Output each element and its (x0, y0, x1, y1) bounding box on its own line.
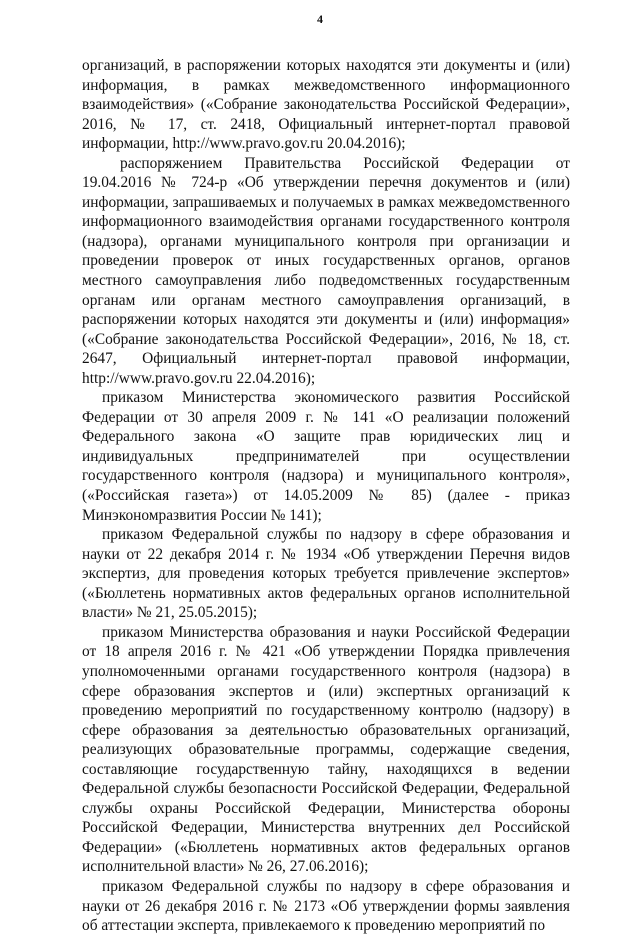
document-body (82, 56, 570, 936)
page-number: 4 (317, 12, 323, 26)
paragraph-order-rosobrnadzor-1934: приказом Федеральной службы по надзору в сфере образования и науки от 22 декабря 2014 г. № 1934 «Об утверждении Перечня видов экспертиз, для проведения которых требуется привлечение экспертов» («Бюллетень нормативных актов федеральных органов исполнительной власти» № 21, 25.05.2015); (82, 526, 570, 622)
paragraph-order-rosobrnadzor-2173: приказом Федеральной службы по надзору в сфере образования и науки от 26 декабря 2016 г. № 2173 «Об утверждении формы заявления об аттестации эксперта, привлекаемого к проведению мероприятий по (82, 877, 570, 935)
paragraph-continuation: организаций, в распоряжении которых находятся эти документы и (или) информация, в рамках межведомственного информационного взаимодействия» («Собрание законодательства Российской Федерации», 2016, № 17, ст. 2418, Официальный интернет-портал правовой информации, http://www.pravo.gov.ru 20.04.2016); (82, 57, 570, 153)
paragraph-order-minobrnauki-421: приказом Министерства образования и науки Российской Федерации от 18 апреля 2016 г. № 421 «Об утверждении Порядка привлечения уполномоченными органами государственного контроля (надзора) в сфере образования экспертов и (или) экспертных организаций к проведению мероприятий по государственному контролю (надзору) в сфере образования за деятельностью образовательных организаций, реализующих образовательные программы, содержащие сведения, составляющие государственную тайну, находящихся в ведении Федеральной службы безопасности Российской Федерации, Федеральной службы охраны Российской Федерации, Министерства обороны Российской Федерации, Министерства внутренних дел Российской Федерации» («Бюллетень нормативных актов федеральных органов исполнительной власти» № 26, 27.06.2016); (82, 623, 570, 876)
paragraph-order-mineconomdev-141: приказом Министерства экономического развития Российской Федерации от 30 апреля 2009 г. № 141 «О реализации положений Федерального закона «О защите прав юридических лиц и индивидуальных предпринимателей при осуществлении государственного контроля (надзора) и муниципального контроля», («Российская газета») от 14.05.2009 № 85) (далее - приказ Минэкономразвития России № 141); (82, 389, 570, 524)
paragraph-government-order-724: распоряжением Правительства Российской Федерации от 19.04.2016 № 724-р «Об утверждении перечня документов и (или) информации, запрашиваемых и получаемых в рамках межведомственного информационного взаимодействия органами государственного контроля (надзора), органами муниципального контроля при организации и проведении проверок от иных государственных органов, органов местного самоуправления либо подведомственных государственным органам или органам местного самоуправления организаций, в распоряжении которых находятся эти документы и (или) информация» («Собрание законодательства Российской Федерации», 2016, № 18, ст. 2647, Официальный интернет-портал правовой информации, http://www.pravo.gov.ru 22.04.2016); (82, 154, 570, 387)
